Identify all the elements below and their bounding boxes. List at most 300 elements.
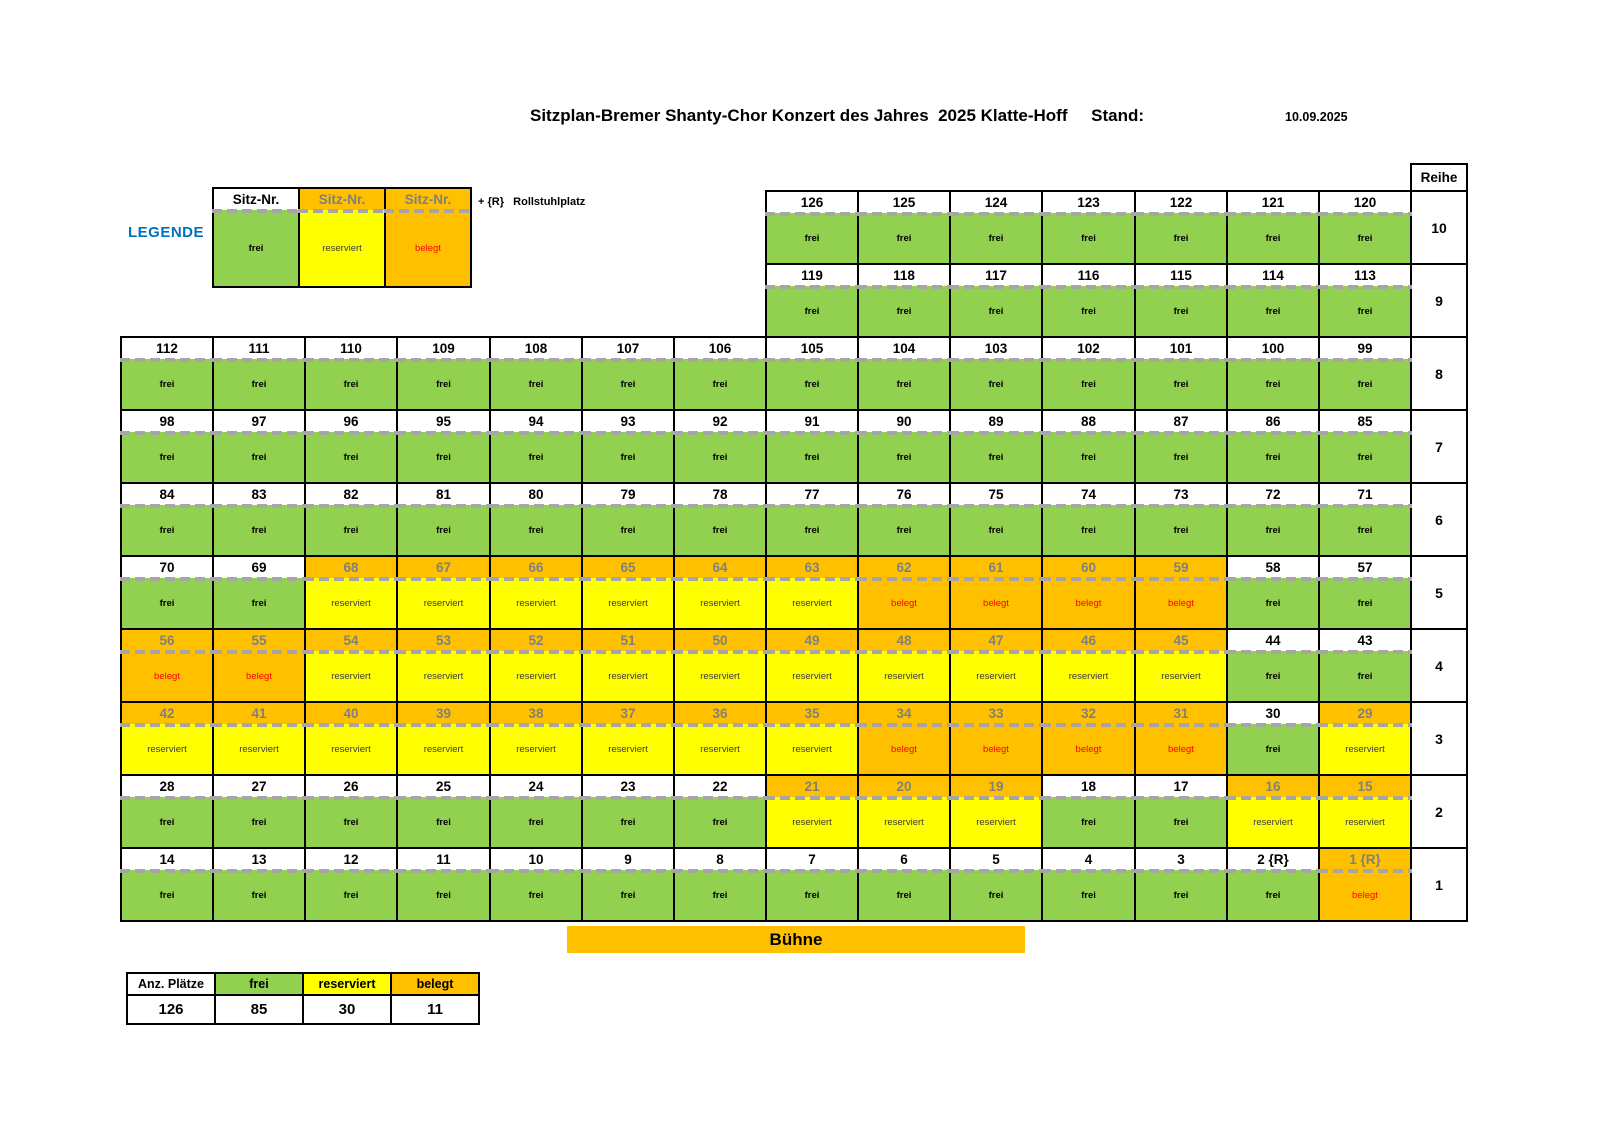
seat-73[interactable] bbox=[1134, 482, 1228, 557]
seat-90[interactable] bbox=[857, 409, 951, 484]
seat-number: 19 bbox=[951, 776, 1041, 797]
seat-97[interactable] bbox=[212, 409, 306, 484]
seat-status: frei bbox=[859, 432, 949, 482]
reihe-label-1: 1 bbox=[1410, 847, 1468, 922]
legend-label: LEGENDE bbox=[128, 224, 205, 241]
seat-53[interactable] bbox=[396, 628, 491, 703]
seat-126[interactable] bbox=[765, 190, 859, 265]
seat-status: frei bbox=[214, 870, 304, 920]
seat-number: 40 bbox=[306, 703, 396, 724]
legend-header-frei: Sitz-Nr. bbox=[214, 189, 298, 210]
seat-35[interactable] bbox=[765, 701, 859, 776]
seat-16[interactable] bbox=[1226, 774, 1320, 849]
reihe-label-3: 3 bbox=[1410, 701, 1468, 776]
seat-105[interactable] bbox=[765, 336, 859, 411]
seat-5[interactable] bbox=[949, 847, 1043, 922]
seat-46[interactable] bbox=[1041, 628, 1136, 703]
seat-65[interactable] bbox=[581, 555, 675, 630]
seat-22[interactable] bbox=[673, 774, 767, 849]
seat-number: 97 bbox=[214, 411, 304, 432]
seat-11[interactable] bbox=[396, 847, 491, 922]
seat-47[interactable] bbox=[949, 628, 1043, 703]
seat-3[interactable] bbox=[1134, 847, 1228, 922]
seat-number: 37 bbox=[583, 703, 673, 724]
seat-4[interactable] bbox=[1041, 847, 1136, 922]
seat-number: 71 bbox=[1320, 484, 1410, 505]
seat-72[interactable] bbox=[1226, 482, 1320, 557]
seat-status: frei bbox=[1043, 870, 1134, 920]
seat-33[interactable] bbox=[949, 701, 1043, 776]
seat-71[interactable] bbox=[1318, 482, 1412, 557]
seat-status: frei bbox=[1228, 505, 1318, 555]
seat-status: frei bbox=[951, 286, 1041, 336]
seat-status: frei bbox=[1043, 505, 1134, 555]
seat-number: 50 bbox=[675, 630, 765, 651]
seat-number: 29 bbox=[1320, 703, 1410, 724]
seat-91[interactable] bbox=[765, 409, 859, 484]
seat-number: 41 bbox=[214, 703, 304, 724]
seat-status: frei bbox=[859, 359, 949, 409]
seat-84[interactable] bbox=[120, 482, 214, 557]
legend-item-reserviert bbox=[298, 187, 386, 288]
seat-number: 7 bbox=[767, 849, 857, 870]
seat-27[interactable] bbox=[212, 774, 306, 849]
seat-status: frei bbox=[767, 286, 857, 336]
seat-81[interactable] bbox=[396, 482, 491, 557]
seat-status: frei bbox=[214, 797, 304, 847]
legend-table bbox=[212, 187, 470, 288]
seat-number: 122 bbox=[1136, 192, 1226, 213]
seat-number: 25 bbox=[398, 776, 489, 797]
seat-status: reserviert bbox=[1320, 724, 1410, 774]
seat-number: 27 bbox=[214, 776, 304, 797]
seat-number: 80 bbox=[491, 484, 581, 505]
seat-54[interactable] bbox=[304, 628, 398, 703]
seat-92[interactable] bbox=[673, 409, 767, 484]
seat-status: reserviert bbox=[675, 578, 765, 628]
seat-37[interactable] bbox=[581, 701, 675, 776]
seat-108[interactable] bbox=[489, 336, 583, 411]
seat-76[interactable] bbox=[857, 482, 951, 557]
seat-number: 1 {R} bbox=[1320, 849, 1410, 870]
seat-status: frei bbox=[398, 432, 489, 482]
seat-status: frei bbox=[214, 359, 304, 409]
seat-42[interactable] bbox=[120, 701, 214, 776]
seat-56[interactable] bbox=[120, 628, 214, 703]
seat-number: 104 bbox=[859, 338, 949, 359]
seat-number: 65 bbox=[583, 557, 673, 578]
seat-125[interactable] bbox=[857, 190, 951, 265]
seat-78[interactable] bbox=[673, 482, 767, 557]
seat-number: 31 bbox=[1136, 703, 1226, 724]
seat-10[interactable] bbox=[489, 847, 583, 922]
seat-115[interactable] bbox=[1134, 263, 1228, 338]
reihe-label-10: 10 bbox=[1410, 190, 1468, 265]
seat-status: frei bbox=[491, 359, 581, 409]
seat-93[interactable] bbox=[581, 409, 675, 484]
seat-status: reserviert bbox=[1136, 651, 1226, 701]
seat-30[interactable] bbox=[1226, 701, 1320, 776]
seat-58[interactable] bbox=[1226, 555, 1320, 630]
seat-69[interactable] bbox=[212, 555, 306, 630]
seat-status: belegt bbox=[122, 651, 212, 701]
reihe-label-6: 6 bbox=[1410, 482, 1468, 557]
seat-status: frei bbox=[398, 797, 489, 847]
seat-number: 126 bbox=[767, 192, 857, 213]
seat-number: 24 bbox=[491, 776, 581, 797]
seat-status: frei bbox=[398, 359, 489, 409]
seat-status: frei bbox=[491, 870, 581, 920]
seat-number: 15 bbox=[1320, 776, 1410, 797]
seat-79[interactable] bbox=[581, 482, 675, 557]
legend-header-belegt: Sitz-Nr. bbox=[386, 189, 470, 210]
seat-7[interactable] bbox=[765, 847, 859, 922]
wheelchair-note: + {R} Rollstuhlplatz bbox=[478, 196, 586, 208]
seat-status: frei bbox=[122, 578, 212, 628]
seat-88[interactable] bbox=[1041, 409, 1136, 484]
seat-110[interactable] bbox=[304, 336, 398, 411]
reihe-label-4: 4 bbox=[1410, 628, 1468, 703]
seat-status: reserviert bbox=[675, 651, 765, 701]
seat-number: 109 bbox=[398, 338, 489, 359]
seat-status: frei bbox=[675, 505, 765, 555]
seat-number: 55 bbox=[214, 630, 304, 651]
seat-117[interactable] bbox=[949, 263, 1043, 338]
seat-number: 90 bbox=[859, 411, 949, 432]
seat-status: frei bbox=[859, 286, 949, 336]
seat-2-r[interactable] bbox=[1226, 847, 1320, 922]
seat-96[interactable] bbox=[304, 409, 398, 484]
seat-86[interactable] bbox=[1226, 409, 1320, 484]
seat-status: frei bbox=[398, 505, 489, 555]
seat-85[interactable] bbox=[1318, 409, 1412, 484]
seat-121[interactable] bbox=[1226, 190, 1320, 265]
seat-number: 48 bbox=[859, 630, 949, 651]
seat-number: 75 bbox=[951, 484, 1041, 505]
seat-number: 93 bbox=[583, 411, 673, 432]
summary-value-row bbox=[127, 995, 479, 1024]
seat-number: 113 bbox=[1320, 265, 1410, 286]
seat-status: frei bbox=[1228, 213, 1318, 263]
seat-number: 61 bbox=[951, 557, 1041, 578]
seat-13[interactable] bbox=[212, 847, 306, 922]
seat-status: reserviert bbox=[398, 724, 489, 774]
seat-status: frei bbox=[306, 432, 396, 482]
seat-1-r[interactable] bbox=[1318, 847, 1412, 922]
seat-43[interactable] bbox=[1318, 628, 1412, 703]
seat-75[interactable] bbox=[949, 482, 1043, 557]
seat-number: 96 bbox=[306, 411, 396, 432]
seat-98[interactable] bbox=[120, 409, 214, 484]
seat-95[interactable] bbox=[396, 409, 491, 484]
seat-19[interactable] bbox=[949, 774, 1043, 849]
seat-number: 117 bbox=[951, 265, 1041, 286]
seat-103[interactable] bbox=[949, 336, 1043, 411]
reihe-label-5: 5 bbox=[1410, 555, 1468, 630]
seat-38[interactable] bbox=[489, 701, 583, 776]
seat-status: frei bbox=[306, 797, 396, 847]
seat-status: reserviert bbox=[583, 578, 673, 628]
seat-status: frei bbox=[1320, 213, 1410, 263]
seat-61[interactable] bbox=[949, 555, 1043, 630]
seat-59[interactable] bbox=[1134, 555, 1228, 630]
seat-status: frei bbox=[1228, 651, 1318, 701]
seat-number: 85 bbox=[1320, 411, 1410, 432]
seat-123[interactable] bbox=[1041, 190, 1136, 265]
seat-status: frei bbox=[951, 213, 1041, 263]
seat-status: reserviert bbox=[859, 651, 949, 701]
seat-24[interactable] bbox=[489, 774, 583, 849]
seat-status: frei bbox=[1228, 724, 1318, 774]
seat-number: 69 bbox=[214, 557, 304, 578]
seat-status: belegt bbox=[951, 724, 1041, 774]
seat-status: reserviert bbox=[491, 724, 581, 774]
seat-106[interactable] bbox=[673, 336, 767, 411]
seat-status: frei bbox=[583, 432, 673, 482]
seat-status: frei bbox=[306, 505, 396, 555]
seat-number: 44 bbox=[1228, 630, 1318, 651]
seat-45[interactable] bbox=[1134, 628, 1228, 703]
seat-number: 59 bbox=[1136, 557, 1226, 578]
seat-status: belegt bbox=[214, 651, 304, 701]
seat-77[interactable] bbox=[765, 482, 859, 557]
seat-status: reserviert bbox=[306, 578, 396, 628]
seat-status: belegt bbox=[859, 724, 949, 774]
seat-6[interactable] bbox=[857, 847, 951, 922]
seat-status: frei bbox=[1320, 286, 1410, 336]
legend-status-reserviert: reserviert bbox=[300, 210, 384, 286]
seat-status: frei bbox=[1136, 213, 1226, 263]
seat-29[interactable] bbox=[1318, 701, 1412, 776]
seat-status: frei bbox=[122, 505, 212, 555]
seat-number: 98 bbox=[122, 411, 212, 432]
seat-101[interactable] bbox=[1134, 336, 1228, 411]
seat-52[interactable] bbox=[489, 628, 583, 703]
legend-item-belegt bbox=[384, 187, 472, 288]
seat-114[interactable] bbox=[1226, 263, 1320, 338]
summary-header-row bbox=[127, 973, 479, 995]
seat-66[interactable] bbox=[489, 555, 583, 630]
seat-number: 38 bbox=[491, 703, 581, 724]
seat-64[interactable] bbox=[673, 555, 767, 630]
seat-80[interactable] bbox=[489, 482, 583, 557]
seat-55[interactable] bbox=[212, 628, 306, 703]
seat-number: 13 bbox=[214, 849, 304, 870]
seat-40[interactable] bbox=[304, 701, 398, 776]
seat-number: 66 bbox=[491, 557, 581, 578]
seat-status: frei bbox=[1228, 870, 1318, 920]
seat-number: 106 bbox=[675, 338, 765, 359]
seat-status: frei bbox=[1136, 505, 1226, 555]
seat-68[interactable] bbox=[304, 555, 398, 630]
seat-104[interactable] bbox=[857, 336, 951, 411]
seat-number: 73 bbox=[1136, 484, 1226, 505]
seat-107[interactable] bbox=[581, 336, 675, 411]
seat-status: frei bbox=[214, 578, 304, 628]
seat-status: reserviert bbox=[767, 578, 857, 628]
seat-number: 119 bbox=[767, 265, 857, 286]
seat-34[interactable] bbox=[857, 701, 951, 776]
seat-status: frei bbox=[1320, 651, 1410, 701]
seat-102[interactable] bbox=[1041, 336, 1136, 411]
seat-status: reserviert bbox=[122, 724, 212, 774]
page-title: Sitzplan-Bremer Shanty-Chor Konzert des Jahres 2025 Klatte-Hoff Stand: bbox=[530, 106, 1145, 125]
seat-number: 92 bbox=[675, 411, 765, 432]
seat-status: frei bbox=[675, 359, 765, 409]
seat-number: 53 bbox=[398, 630, 489, 651]
seat-number: 17 bbox=[1136, 776, 1226, 797]
seat-status: frei bbox=[491, 797, 581, 847]
seat-number: 60 bbox=[1043, 557, 1134, 578]
seat-57[interactable] bbox=[1318, 555, 1412, 630]
seat-number: 4 bbox=[1043, 849, 1134, 870]
seat-60[interactable] bbox=[1041, 555, 1136, 630]
seat-status: reserviert bbox=[1228, 797, 1318, 847]
seat-status: frei bbox=[859, 213, 949, 263]
seat-21[interactable] bbox=[765, 774, 859, 849]
seat-status: frei bbox=[1320, 505, 1410, 555]
seat-number: 12 bbox=[306, 849, 396, 870]
seat-49[interactable] bbox=[765, 628, 859, 703]
seat-status: reserviert bbox=[767, 797, 857, 847]
seat-status: frei bbox=[767, 213, 857, 263]
seat-status: frei bbox=[1136, 870, 1226, 920]
seat-status: frei bbox=[122, 797, 212, 847]
seat-number: 63 bbox=[767, 557, 857, 578]
seat-status: frei bbox=[306, 870, 396, 920]
seat-12[interactable] bbox=[304, 847, 398, 922]
seat-status: frei bbox=[491, 505, 581, 555]
seat-82[interactable] bbox=[304, 482, 398, 557]
seat-62[interactable] bbox=[857, 555, 951, 630]
seat-18[interactable] bbox=[1041, 774, 1136, 849]
seat-number: 9 bbox=[583, 849, 673, 870]
seat-28[interactable] bbox=[120, 774, 214, 849]
seat-41[interactable] bbox=[212, 701, 306, 776]
seat-100[interactable] bbox=[1226, 336, 1320, 411]
seat-number: 81 bbox=[398, 484, 489, 505]
reihe-label-2: 2 bbox=[1410, 774, 1468, 849]
seat-26[interactable] bbox=[304, 774, 398, 849]
seat-9[interactable] bbox=[581, 847, 675, 922]
seat-status: belegt bbox=[1136, 578, 1226, 628]
seat-number: 83 bbox=[214, 484, 304, 505]
seat-124[interactable] bbox=[949, 190, 1043, 265]
seat-94[interactable] bbox=[489, 409, 583, 484]
seat-number: 3 bbox=[1136, 849, 1226, 870]
seat-status: frei bbox=[767, 359, 857, 409]
seat-99[interactable] bbox=[1318, 336, 1412, 411]
seat-status: frei bbox=[767, 432, 857, 482]
seat-67[interactable] bbox=[396, 555, 491, 630]
seat-number: 100 bbox=[1228, 338, 1318, 359]
seat-20[interactable] bbox=[857, 774, 951, 849]
seat-74[interactable] bbox=[1041, 482, 1136, 557]
seat-109[interactable] bbox=[396, 336, 491, 411]
seat-number: 43 bbox=[1320, 630, 1410, 651]
seat-83[interactable] bbox=[212, 482, 306, 557]
reihe-label-8: 8 bbox=[1410, 336, 1468, 411]
seat-8[interactable] bbox=[673, 847, 767, 922]
seat-status: frei bbox=[1228, 432, 1318, 482]
seat-status: frei bbox=[214, 505, 304, 555]
seat-status: frei bbox=[398, 870, 489, 920]
seat-status: frei bbox=[1228, 286, 1318, 336]
seat-number: 22 bbox=[675, 776, 765, 797]
seat-17[interactable] bbox=[1134, 774, 1228, 849]
seat-number: 32 bbox=[1043, 703, 1134, 724]
seat-number: 46 bbox=[1043, 630, 1134, 651]
seat-number: 42 bbox=[122, 703, 212, 724]
seat-44[interactable] bbox=[1226, 628, 1320, 703]
seat-number: 23 bbox=[583, 776, 673, 797]
legend-status-frei: frei bbox=[214, 210, 298, 286]
seat-status: reserviert bbox=[398, 651, 489, 701]
seat-number: 102 bbox=[1043, 338, 1134, 359]
seat-number: 6 bbox=[859, 849, 949, 870]
seat-87[interactable] bbox=[1134, 409, 1228, 484]
seat-122[interactable] bbox=[1134, 190, 1228, 265]
seat-status: frei bbox=[306, 359, 396, 409]
summary-value-frei: 85 bbox=[215, 995, 303, 1024]
seat-status: belegt bbox=[951, 578, 1041, 628]
seat-number: 11 bbox=[398, 849, 489, 870]
seat-number: 49 bbox=[767, 630, 857, 651]
seat-113[interactable] bbox=[1318, 263, 1412, 338]
seat-status: reserviert bbox=[767, 724, 857, 774]
seat-number: 124 bbox=[951, 192, 1041, 213]
seat-number: 18 bbox=[1043, 776, 1134, 797]
seat-number: 28 bbox=[122, 776, 212, 797]
seat-23[interactable] bbox=[581, 774, 675, 849]
seat-32[interactable] bbox=[1041, 701, 1136, 776]
seat-36[interactable] bbox=[673, 701, 767, 776]
summary-header-total: Anz. Plätze bbox=[127, 973, 215, 995]
seat-39[interactable] bbox=[396, 701, 491, 776]
seat-status: reserviert bbox=[491, 651, 581, 701]
seat-number: 74 bbox=[1043, 484, 1134, 505]
seat-31[interactable] bbox=[1134, 701, 1228, 776]
seat-25[interactable] bbox=[396, 774, 491, 849]
seat-15[interactable] bbox=[1318, 774, 1412, 849]
seat-status: frei bbox=[1136, 359, 1226, 409]
seat-89[interactable] bbox=[949, 409, 1043, 484]
seat-14[interactable] bbox=[120, 847, 214, 922]
stage-bar bbox=[567, 926, 1025, 953]
seat-111[interactable] bbox=[212, 336, 306, 411]
seat-status: reserviert bbox=[675, 724, 765, 774]
seat-63[interactable] bbox=[765, 555, 859, 630]
seat-status: reserviert bbox=[1320, 797, 1410, 847]
seat-120[interactable] bbox=[1318, 190, 1412, 265]
seat-119[interactable] bbox=[765, 263, 859, 338]
seat-116[interactable] bbox=[1041, 263, 1136, 338]
seat-number: 76 bbox=[859, 484, 949, 505]
seat-number: 101 bbox=[1136, 338, 1226, 359]
seat-number: 68 bbox=[306, 557, 396, 578]
seat-number: 107 bbox=[583, 338, 673, 359]
seat-118[interactable] bbox=[857, 263, 951, 338]
seat-status: frei bbox=[1228, 578, 1318, 628]
seat-status: frei bbox=[214, 432, 304, 482]
seat-112[interactable] bbox=[120, 336, 214, 411]
seat-51[interactable] bbox=[581, 628, 675, 703]
seat-48[interactable] bbox=[857, 628, 951, 703]
seat-70[interactable] bbox=[120, 555, 214, 630]
seat-status: frei bbox=[583, 870, 673, 920]
seat-50[interactable] bbox=[673, 628, 767, 703]
seat-status: reserviert bbox=[859, 797, 949, 847]
